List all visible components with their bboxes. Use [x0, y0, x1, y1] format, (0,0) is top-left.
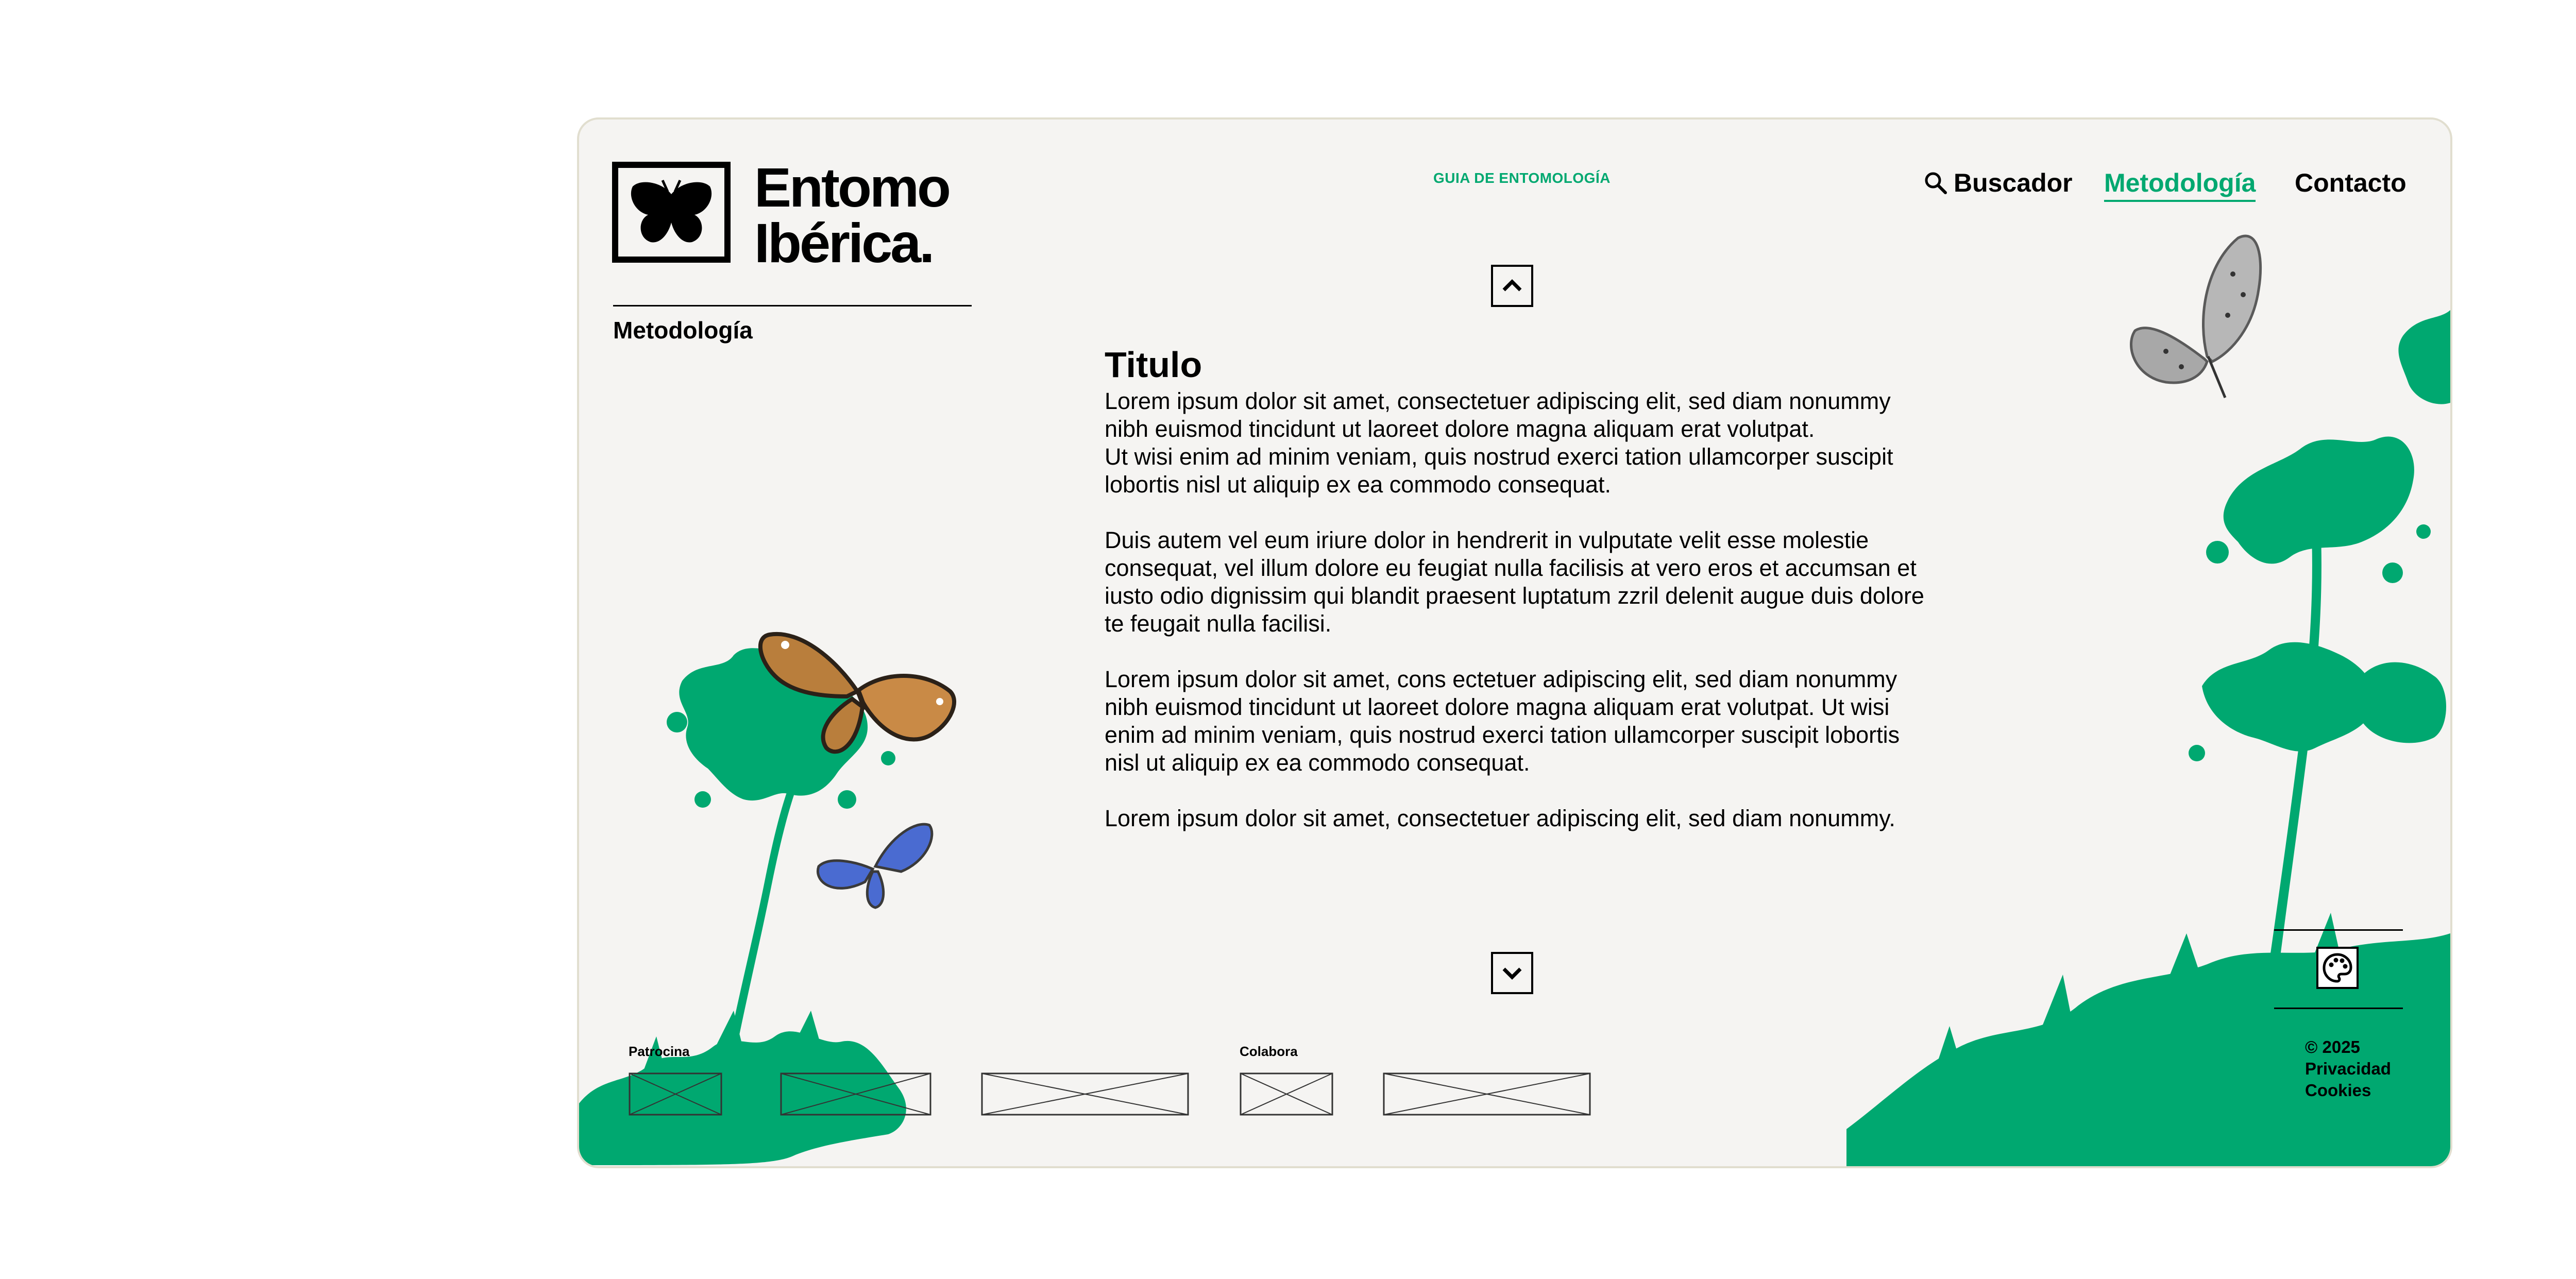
article-paragraph-text: Lorem ipsum dolor sit amet, cons ectetuer adipiscing elit, sed diam nonummy nibh euismod tincidunt ut laoreet dolore magna aliquam erat volutpat. Ut wisi enim ad minim veniam, quis nostrud exerci tation ullamcorper suscipit lobortis nisl ut aliquip ex ea commodo consequat.	[1105, 666, 1900, 776]
privacy-link[interactable]: Privacidad	[2305, 1059, 2391, 1078]
nav-item-metodologia[interactable]: Metodología	[2104, 168, 2256, 202]
sponsor-logo-placeholder[interactable]	[629, 1072, 722, 1116]
nav-item-search[interactable]	[1924, 168, 2073, 198]
article-title: Titulo	[1105, 345, 1202, 385]
cookies-link[interactable]: Cookies	[2305, 1081, 2371, 1100]
article-paragraph-text: Lorem ipsum dolor sit amet, consectetuer adipiscing elit, sed diam nonummy nibh euismod tincidunt ut laoreet dolore magna aliquam erat volutpat.	[1105, 387, 1891, 442]
blue-butterfly-illustration	[814, 815, 937, 913]
logo-mark[interactable]	[612, 162, 731, 263]
section-divider	[613, 305, 972, 306]
article-paragraph-text: Ut wisi enim ad minim veniam, quis nostrud exerci tation ullamcorper suscipit lobortis nisl ut aliquip ex ea commodo consequat.	[1105, 443, 1893, 498]
brand-name-line2: Ibérica.	[754, 212, 933, 274]
monarch-butterfly-illustration	[754, 614, 960, 763]
copyright-text: © 2025	[2305, 1037, 2360, 1056]
collab-logo-placeholder[interactable]	[1240, 1072, 1333, 1116]
collab-label: Colabora	[1240, 1044, 1298, 1059]
guide-label: GUIA DE ENTOMOLOGÍA	[1433, 170, 1611, 186]
article-paragraph	[1105, 666, 1939, 777]
brand-wordmark[interactable]	[754, 156, 949, 274]
butterfly-logo-icon	[628, 176, 715, 248]
sponsor-label: Patrocina	[629, 1044, 690, 1059]
legal-links	[2305, 1036, 2391, 1101]
sponsor-logo-placeholder[interactable]	[780, 1072, 931, 1116]
brand-name-line1: Entomo	[754, 156, 949, 218]
article-paragraph	[1105, 526, 1939, 638]
article-paragraph	[1105, 387, 1939, 499]
scroll-down-button[interactable]	[1491, 952, 1533, 994]
collab-logo-placeholder[interactable]	[1383, 1072, 1591, 1116]
nav-item-contacto[interactable]: Contacto	[2295, 168, 2406, 197]
scroll-up-button[interactable]	[1491, 265, 1533, 307]
chevron-up-icon	[1500, 274, 1524, 298]
palette-divider-top	[2274, 929, 2403, 931]
palette-divider-bottom	[2274, 1008, 2403, 1009]
nav-item-label: Buscador	[1954, 168, 2073, 197]
article-paragraph	[1105, 805, 1939, 832]
article-paragraph-text: Lorem ipsum dolor sit amet, consectetuer adipiscing elit, sed diam nonummy.	[1105, 805, 1895, 831]
search-icon	[1924, 171, 1947, 195]
theme-palette-button[interactable]	[2316, 947, 2359, 989]
sponsor-logo-placeholder[interactable]	[981, 1072, 1189, 1116]
chevron-down-icon	[1500, 961, 1524, 985]
page-card	[577, 117, 2452, 1168]
grey-butterfly-illustration	[2120, 228, 2274, 403]
palette-icon	[2321, 952, 2353, 984]
article-content	[1105, 346, 1939, 860]
section-label: Metodología	[613, 317, 753, 344]
article-paragraph-text: Duis autem vel eum iriure dolor in hendrerit in vulputate velit esse molestie consequat, vel illum dolore eu feugiat nulla facilisis at vero eros et accumsan et iusto odio dignissim qui blandit praesent luptatum zzril delenit augue duis dolore te feugait nulla facilisi.	[1105, 526, 1924, 637]
